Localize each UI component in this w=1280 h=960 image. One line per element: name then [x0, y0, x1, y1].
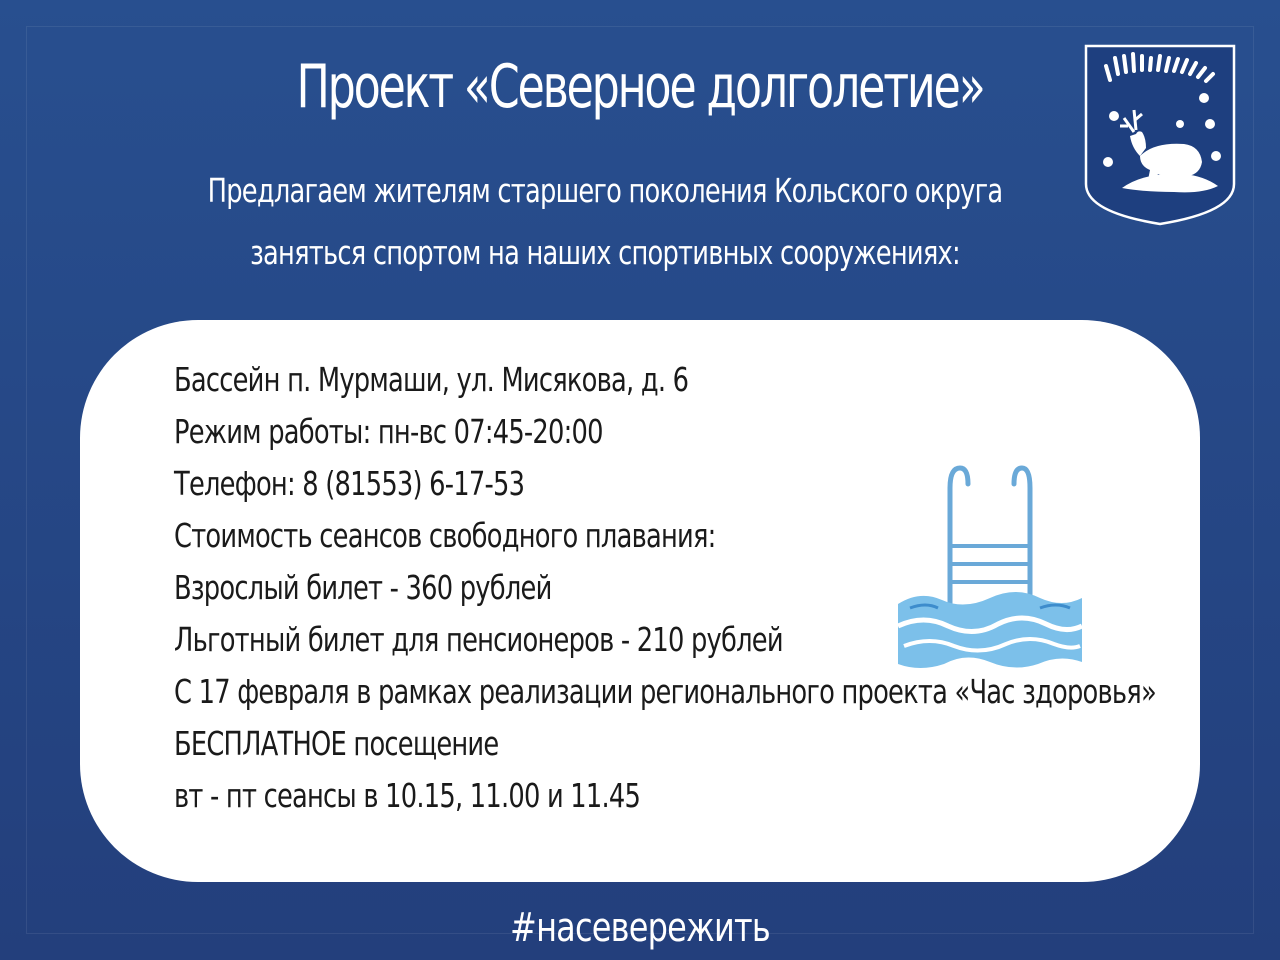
info-line-adult-price: Взрослый билет - 360 рублей	[174, 568, 552, 607]
subtitle-line: Предлагаем жителям старшего поколения Кольского округа	[207, 171, 1003, 210]
info-line-phone: Телефон: 8 (81553) 6-17-53	[174, 464, 525, 503]
info-line-free: БЕСПЛАТНОЕ посещение	[174, 724, 499, 763]
coat-of-arms-reindeer-icon	[1084, 44, 1236, 226]
subtitle-line: заняться спортом на наших спортивных сооружениях:	[250, 233, 960, 272]
pool-address: Бассейн п. Мурмаши, ул. Мисякова, д. 6	[174, 360, 689, 399]
info-line-pensioner-price: Льготный билет для пенсионеров - 210 рублей	[174, 620, 783, 659]
pool-ladder-icon	[890, 458, 1090, 678]
footer-hashtag: #насевережить	[510, 905, 770, 951]
page-subtitle	[203, 160, 1006, 284]
info-line-hours: Режим работы: пн-вс 07:45-20:00	[174, 412, 603, 451]
page-title: Проект «Северное долголетие»	[296, 52, 984, 122]
info-line-price-heading: Стоимость сеансов свободного плавания:	[174, 516, 716, 555]
info-line-sessions: вт - пт сеансы в 10.15, 11.00 и 11.45	[174, 776, 641, 815]
info-line-project: С 17 февраля в рамках реализации регионального проекта «Час здоровья»	[174, 672, 1156, 711]
